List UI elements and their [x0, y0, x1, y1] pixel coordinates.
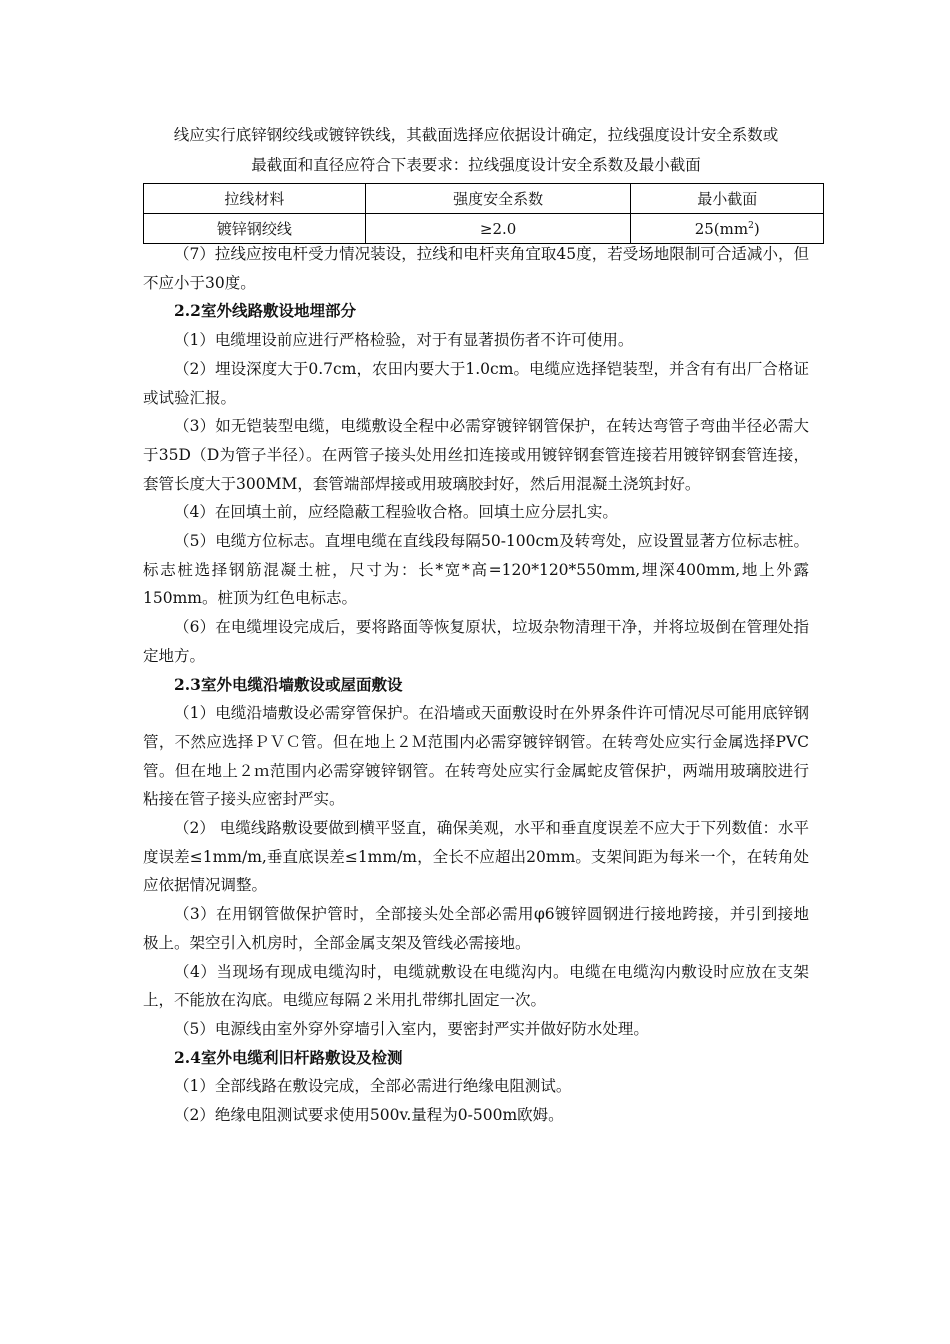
section-heading: 2.3室外电缆沿墙敷设或屋面敷设 [174, 674, 403, 694]
body-paragraph: （3）在用钢管做保护管时，全部接头处全部必需用φ6镀锌圆钢进行接地跨接，并引到接地极上。架空引入机房时，全部金属支架及管线必需接地。 [143, 905, 809, 952]
guy-wire-spec-table [143, 183, 824, 244]
body-paragraph: （2） 电缆线路敷设要做到横平竖直，确保美观，水平和垂直度误差不应大于下列数值：水平度误差≤1mm/m,垂直底误差≤1mm/m，全长不应超出20mm。支架间距为每米一个，在转角处应依据情况调整。 [143, 819, 809, 895]
body-paragraph: （2）埋设深度大于0.7cm，农田内要大于1.0cm。电缆应选择铠装型，并含有有出厂合格证或试验汇报。 [143, 359, 809, 407]
table-row [144, 214, 824, 244]
body-paragraph: （1）全部线路在敷设完成，全部必需进行绝缘电阻测试。 [174, 1077, 572, 1096]
body-paragraph: （4）在回填土前，应经隐蔽工程验收合格。回填土应分层扎实。 [174, 503, 618, 522]
table-header-factor: 强度安全系数 [365, 184, 631, 214]
section-heading: 2.4室外电缆利旧杆路敷设及检测 [174, 1047, 403, 1067]
body-paragraph: （5）电源线由室外穿外穿墙引入室内，要密封严实并做好防水处理。 [174, 1019, 649, 1038]
body-paragraph: （2）绝缘电阻测试要求使用500v.量程为0-500m欧姆。 [174, 1106, 564, 1125]
section-value: 25(mm [694, 219, 749, 238]
intro-line-2: 最截面和直径应符合下表要求：拉线强度设计安全系数及最小截面 [251, 156, 701, 174]
intro-line-1: 线应实行底锌钢绞线或镀锌铁线，其截面选择应依据设计确定，拉线强度设计安全系数或 [173, 126, 779, 144]
table-header-material: 拉线材料 [144, 184, 366, 214]
body-paragraph: （5）电缆方位标志。直埋电缆在直线段每隔50-100cm及转弯处，应设置显著方位标志桩。标志桩选择钢筋混凝土桩，尺寸为：长*宽*高=120*120*550mm,埋深400mm,地上外露150mm。桩顶为红色电标志。 [143, 532, 809, 608]
table-header-row [144, 184, 824, 214]
body-paragraph: （1）电缆沿墙敷设必需穿管保护。在沿墙或天面敷设时在外界条件许可情况尽可能用底锌钢管，不然应选择ＰＶＣ管。但在地上２Ｍ范围内必需穿镀锌钢管。在转弯处应实行金属选择PVC管。但在地上２ｍ范围内必需穿镀锌钢管。在转弯处应实行金属蛇皮管保护，两端用玻璃胶进行粘接在管子接头应密封严实。 [143, 704, 809, 809]
section-heading: 2.2室外线路敷设地埋部分 [174, 301, 356, 321]
body-paragraph: （7）拉线应按电杆受力情况装设，拉线和电杆夹角宜取45度，若受场地限制可合适减小，但不应小于30度。 [143, 245, 809, 292]
body-paragraph: （1）电缆埋设前应进行严格检验，对于有显著损伤者不许可使用。 [174, 331, 634, 350]
body-paragraph: （4）当现场有现成电缆沟时，电缆就敷设在电缆沟内。电缆在电缆沟内敷设时应放在支架上，不能放在沟底。电缆应每隔２米用扎带绑扎固定一次。 [143, 962, 809, 1010]
body-paragraph: （3）如无铠装型电缆，电缆敷设全程中必需穿镀锌钢管保护，在转达弯管子弯曲半径必需大于35D（D为管子半径）。在两管子接头处用丝扣连接或用镀锌钢套管连接若用镀锌钢套管连接，套管长度大于300MM，套管端部焊接或用玻璃胶封好，然后用混凝土浇筑封好。 [143, 417, 809, 493]
table-header-section: 最小截面 [631, 184, 824, 214]
section-close: ) [753, 219, 760, 238]
table-cell-material: 镀锌钢绞线 [144, 214, 366, 244]
table-cell-factor: ≥2.0 [365, 214, 631, 244]
document-body [143, 240, 809, 1130]
body-paragraph: （6）在电缆埋设完成后，要将路面等恢复原状，垃圾杂物清理干净，并将垃圾倒在管理处指定地方。 [143, 618, 809, 665]
table-cell-section [631, 214, 824, 244]
section-exponent: 2 [748, 220, 754, 231]
